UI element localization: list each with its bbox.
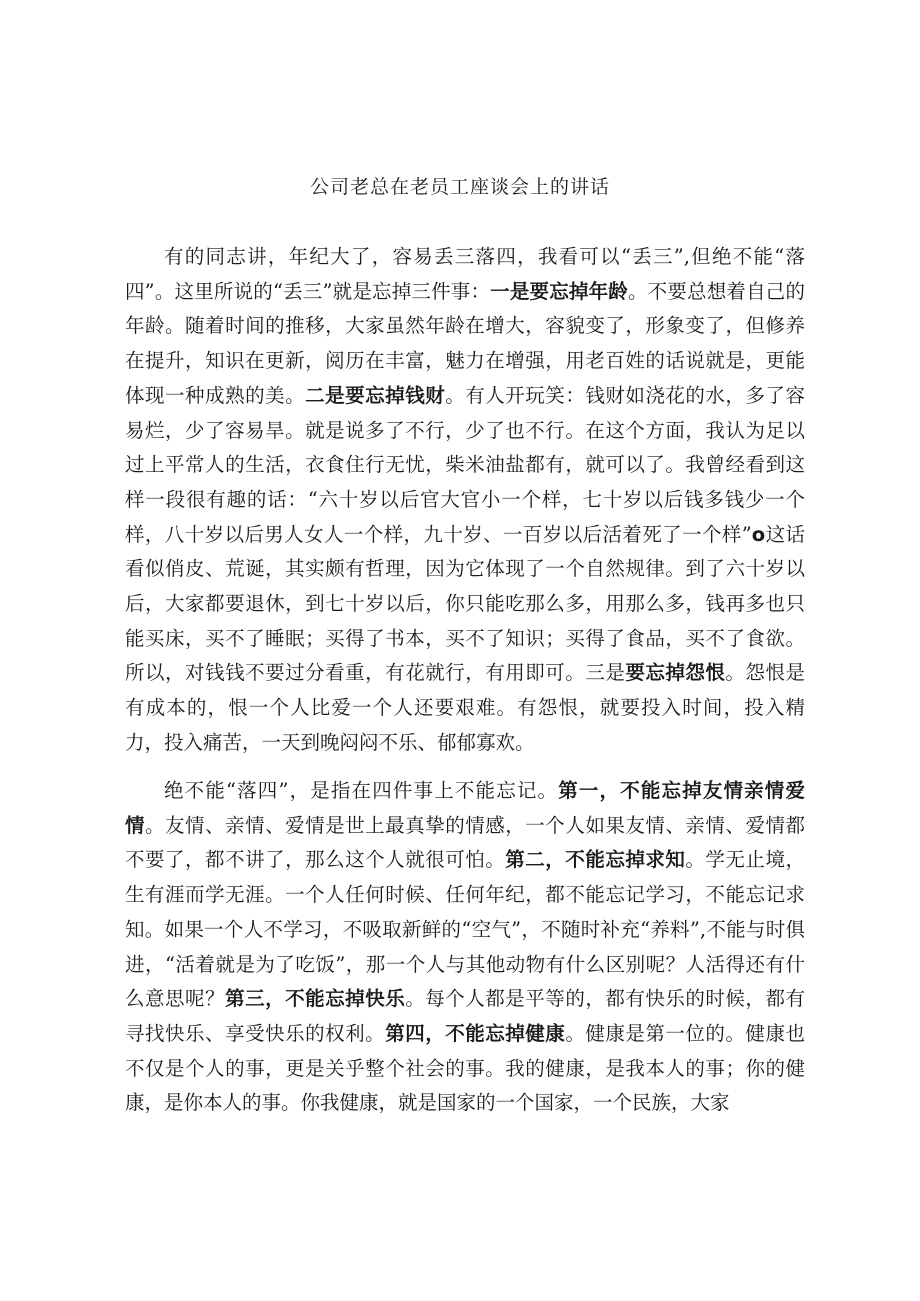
bold-heading-third: 第三，不能忘掉快乐 (225, 987, 406, 1011)
bold-heading-fourth: 第四，不能忘掉健康 (385, 1021, 566, 1045)
document-title: 公司老总在老员工座谈会上的讲话 (309, 176, 610, 198)
text-run: 。学无止境，生有涯而学无涯。一个人任何时候、任何年纪，都不能忘记学习，不能忘记求知。如果一个人不学习，不吸取新鲜的“空气”，不随时补充“养料”,不能与时俱进，“活着就是为了吃饭”，那一个人与其他动物有什么区别呢？人活得还有什么意思呢？ (125, 848, 805, 1011)
bold-heading-forget-resentment: 要忘掉怨恨 (625, 661, 726, 685)
text-run: 这话看似俏皮、荒诞，其实颇有哲理，因为它体现了一个自然规律。到了六十岁以后，大家都要退休，到七十岁以后，你只能吃那么多，用那么多，钱再多也只能买床，买不了睡眠；买得了书本，买不了知识；买得了食品，买不了食欲。所以，对钱钱不要过分看重，有花就行，有用即可。三是 (125, 522, 805, 685)
bold-heading-second: 第二，不能忘掉求知 (505, 848, 686, 872)
bold-heading-forget-age: 一是要忘掉年龄 (490, 279, 628, 303)
paragraph-never-forget-four (125, 774, 805, 1121)
bold-heading-forget-money: 二是要忘掉钱财 (305, 383, 446, 407)
bold-heading-first: 第一，不能忘掉友情亲情爱情 (125, 779, 805, 837)
text-run: 。有人开玩笑：钱财如浇花的水，多了容易烂，少了容易旱。就是说多了不行，少了也不行。在这个方面，我认为足以过上平常人的生活，衣食住行无忧，柴米油盐都有，就可以了。我曾经看到这样一段很有趣的话：“六十岁以后官大官小一个样，七十岁以后钱多钱少一个样，八十岁以后男人女人一个样，九十岁、一百岁以后活着死了一个样” (125, 383, 805, 546)
text-run: 有的同志讲，年纪大了，容易丢三落四，我看可以“丢三”,但绝不能“落四”。这里所说的“丢三”就是忘掉三件事： (125, 245, 805, 303)
text-run: 。不要总想着自己的年龄。随着时间的推移，大家虽然年龄在增大，容貌变了，形象变了，但修养在提升，知识在更新，阅历在丰富，魅力在增强，用老百姓的话说就是，更能体现一种成熟的美。 (125, 279, 805, 407)
paragraph-forget-three (125, 240, 805, 761)
text-run: 。友情、亲情、爱情是世上最真挚的情感，一个人如果友情、亲情、爱情都不要了，都不讲了，那么这个人就很可怕。 (125, 813, 805, 872)
text-run: 。怨恨是有成本的，恨一个人比爱一个人还要艰难。有怨恨，就要投入时间，投入精力，投入痛苦，一天到晚闷闷不乐、郁郁寡欢。 (125, 661, 805, 754)
bold-glyph: o (751, 522, 766, 546)
text-run: 绝不能“落四”，是指在四件事上不能忘记。 (164, 779, 559, 802)
text-run: 。健康是第一位的。健康也不仅是个人的事，更是关乎整个社会的事。我的健康，是我本人的事；你的健康，是你本人的事。你我健康，就是国家的一个国家，一个民族，大家 (125, 1021, 805, 1115)
text-run: 。每个人都是平等的，都有快乐的时候，都有寻找快乐、享受快乐的权利。 (125, 987, 805, 1045)
